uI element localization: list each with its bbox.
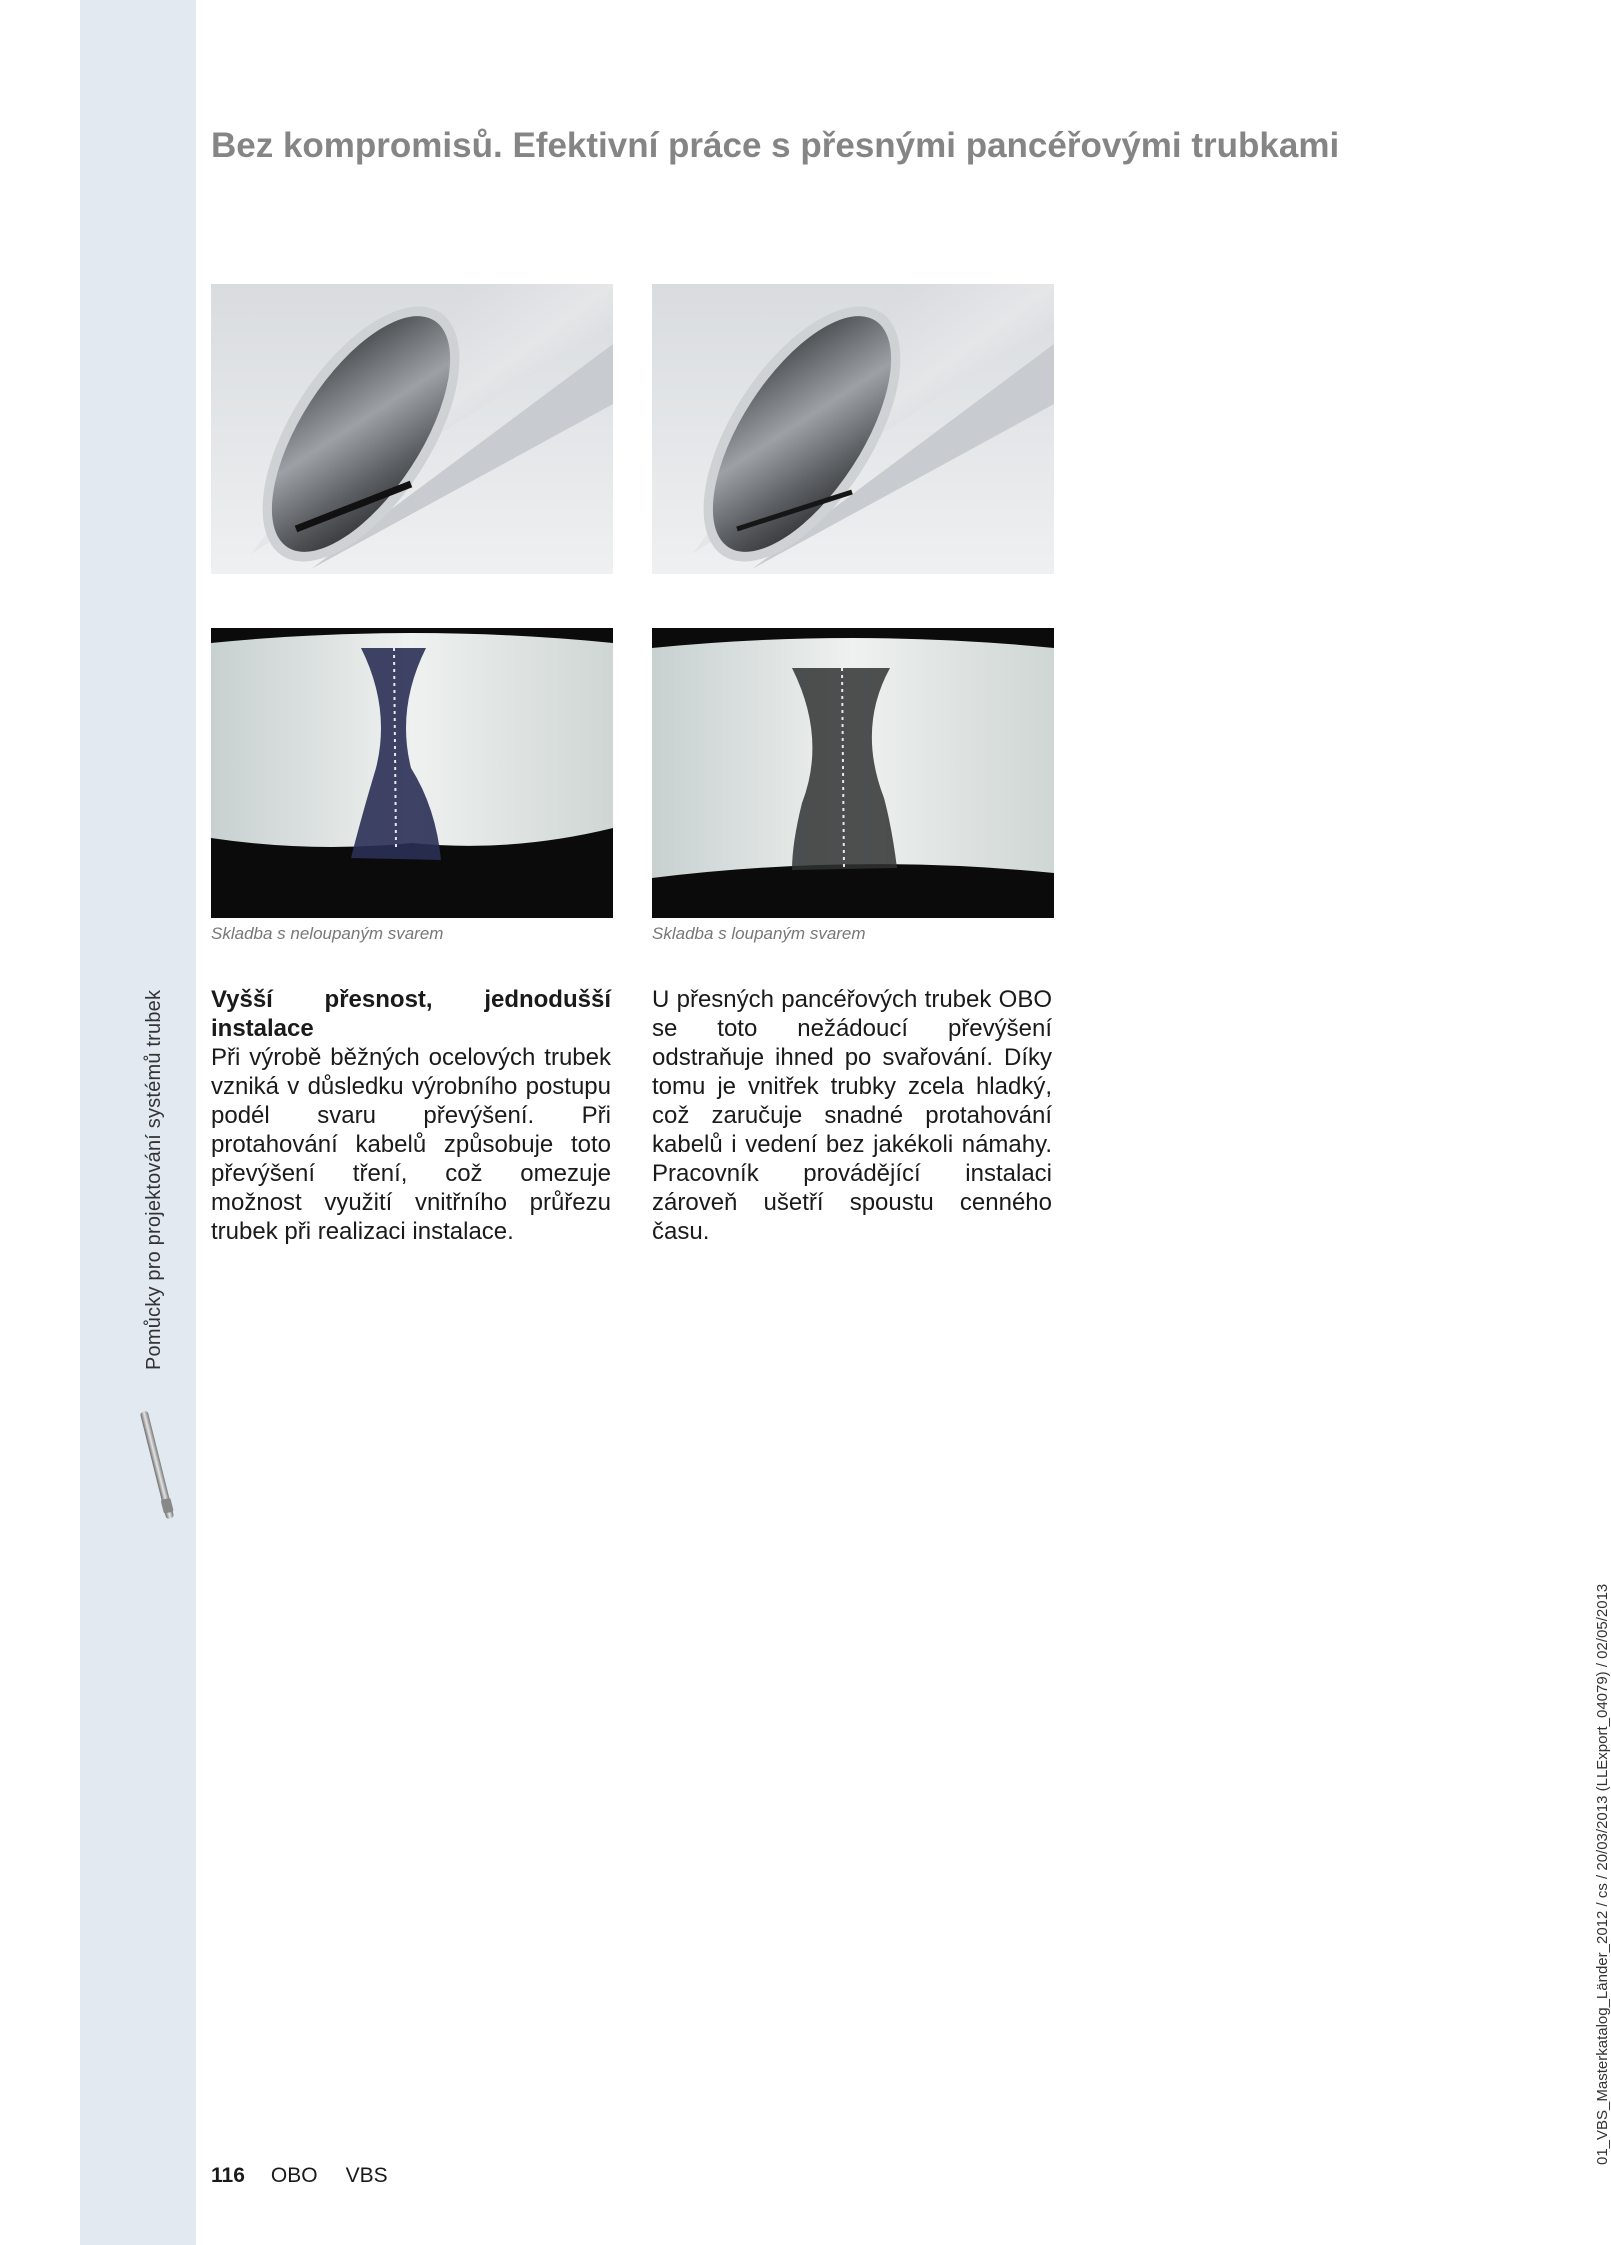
sidebar-section-label: Pomůcky pro projektování systémů trubek <box>143 989 165 1370</box>
image-caption-right: Skladba s loupaným svarem <box>652 924 866 943</box>
right-body-text: U přesných pancéřových trubek OBO se toto nežádoucí převýšení odstraňuje ihned po svařování. Díky tomu je vnitřek trubky zcela hladký, což zaručuje snadné protahování kabelů i vedení bez jakékoli námahy. Pracovník provádějící instalaci zároveň ušetří spoustu cenného času. <box>652 986 1052 1245</box>
weld-section-peeled <box>652 628 1054 918</box>
weld-section-unpeeled <box>211 628 613 918</box>
footer-section: VBS <box>345 2164 388 2187</box>
text-column-right <box>652 985 1052 1246</box>
pipe-photo-peeled <box>652 284 1054 574</box>
page-number: 116 <box>211 2164 245 2187</box>
pipe-photo-unpeeled <box>211 284 613 574</box>
text-column-left <box>211 985 611 1246</box>
page-footer <box>211 2164 388 2188</box>
left-body-text: Při výrobě běžných ocelových trubek vzniká v důsledku výrobního postupu podél svaru převýšení. Při protahování kabelů způsobuje toto převýšení tření, což omezuje možnost využití vnitřního průřezu trubek při realizaci instalace. <box>211 1044 611 1245</box>
page-title: Bez kompromisů. Efektivní práce s přesnými pancéřovými trubkami <box>211 126 1340 165</box>
print-imprint: 01_VBS_Masterkatalog_Länder_2012 / cs / 20/03/2013 (LLExport_04079) / 02/05/2013 <box>1594 1583 1611 2165</box>
footer-brand: OBO <box>270 2164 318 2187</box>
image-caption-left: Skladba s neloupaným svarem <box>211 924 444 943</box>
section-heading: Vyšší přesnost, jednodušší instalace <box>211 986 611 1042</box>
sidebar-band <box>80 0 196 2245</box>
